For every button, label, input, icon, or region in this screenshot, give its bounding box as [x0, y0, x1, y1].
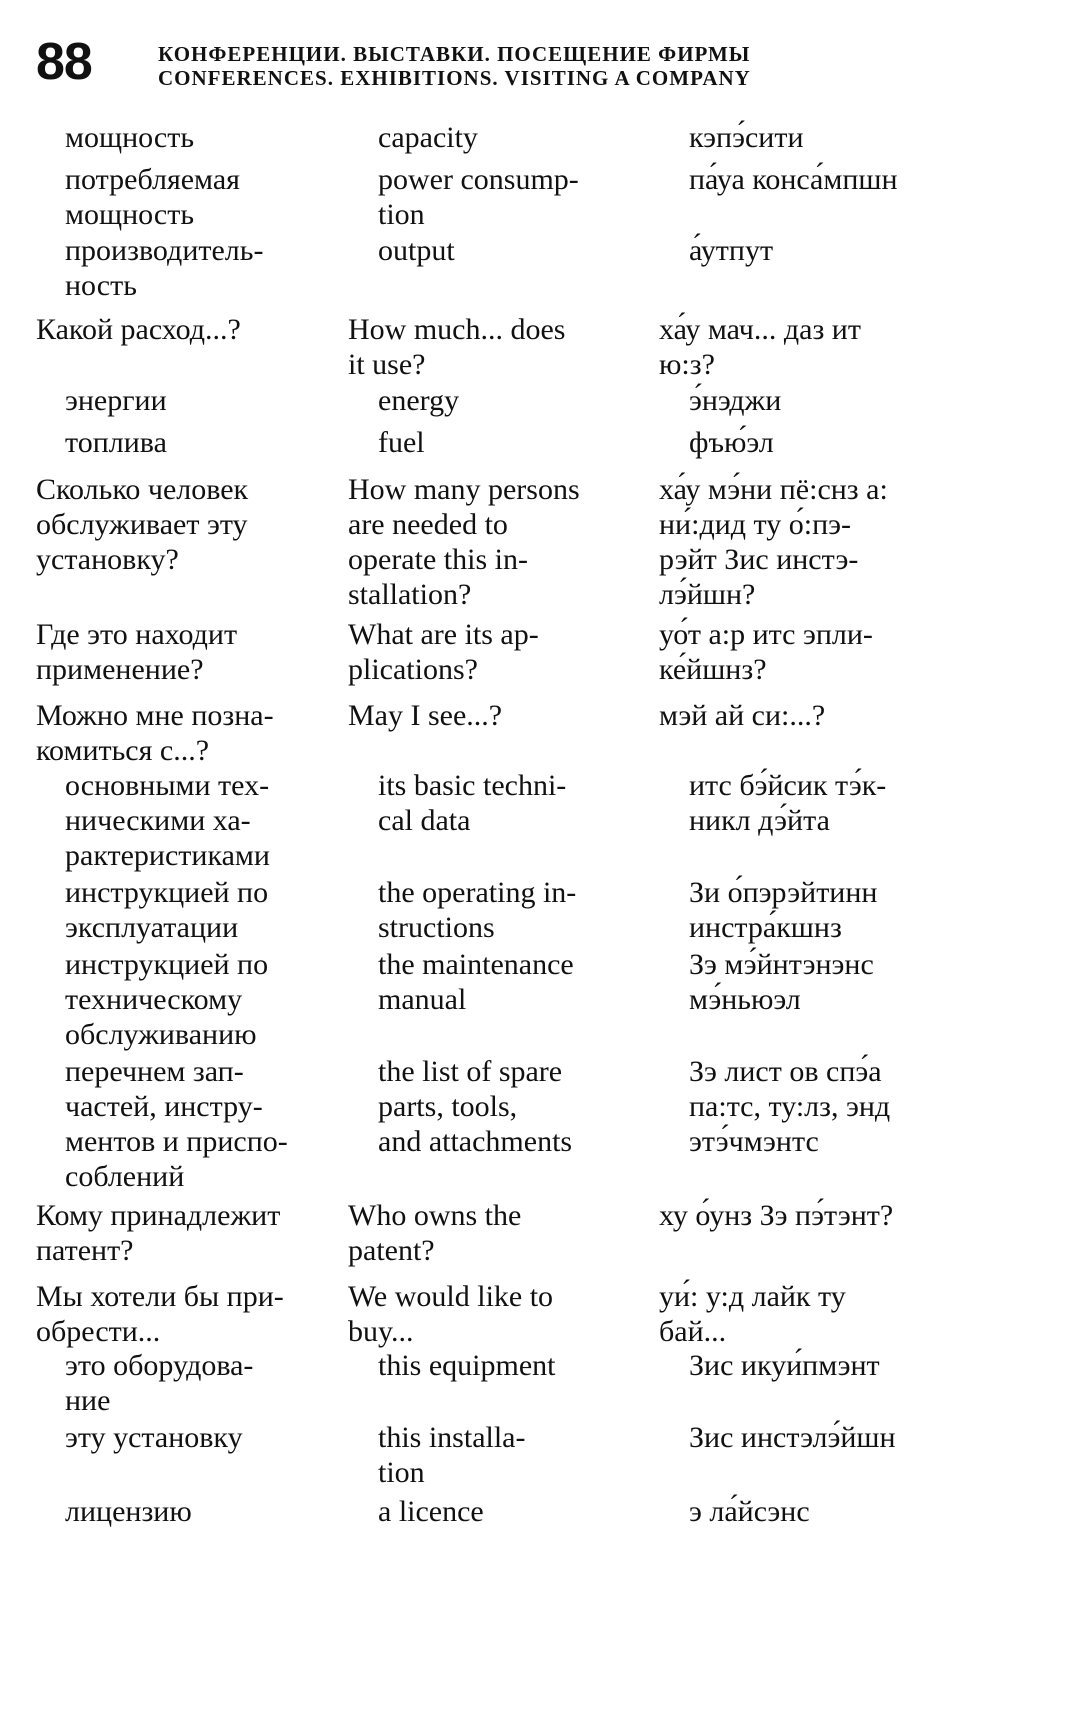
transcription: итс бэ́йсик тэ́к- никл дэ́йта	[689, 769, 887, 837]
english-phrase: We would like to buy...	[348, 1280, 554, 1348]
english-phrase: this installa- tion	[378, 1421, 526, 1489]
russian-phrase: мощность	[65, 121, 194, 154]
english-phrase: a licence	[378, 1495, 484, 1528]
russian-phrase: лицензию	[65, 1495, 192, 1528]
russian-phrase: энергии	[65, 384, 167, 417]
transcription: Зи о́пэрэйтинн инстра́кшнз	[689, 876, 878, 944]
russian-phrase: это оборудова- ние	[65, 1349, 254, 1417]
english-phrase: this equipment	[378, 1349, 556, 1382]
english-phrase: its basic techni- cal data	[378, 769, 567, 837]
phrase-entry	[36, 1198, 1046, 1268]
transcription: па́уа конса́мпшн	[689, 163, 898, 196]
english-phrase: How many persons are needed to operate this in- stallation?	[348, 473, 580, 611]
transcription: Зэ лист ов спэ́а па:тс, ту:лз, энд этэ́чмэнтс	[689, 1055, 891, 1158]
english-phrase: May I see...?	[348, 699, 503, 732]
transcription: ха́у мэ́ни пё:снз а: ни́:дид ту о́:пэ- рэйт Зис инстэ- лэ́йшн?	[659, 473, 888, 611]
english-phrase: the list of spare parts, tools, and attachments	[378, 1055, 573, 1158]
russian-phrase: Можно мне позна- комиться с...?	[36, 699, 274, 767]
phrase-entry	[36, 1054, 1046, 1194]
transcription: уо́т а:р итс эпли- ке́йшнз?	[659, 618, 873, 686]
transcription: кэпэ́сити	[689, 121, 804, 154]
phrase-entry	[36, 875, 1046, 945]
russian-phrase: инструкцией по техническому обслуживанию	[65, 948, 269, 1051]
phrase-entry	[36, 120, 1046, 155]
russian-phrase: Какой расход...?	[36, 313, 241, 346]
running-head-ru: КОНФЕРЕНЦИИ. ВЫСТАВКИ. ПОСЕЩЕНИЕ ФИРМЫ	[158, 42, 751, 66]
phrase-entry	[36, 1494, 1046, 1529]
phrase-entry	[36, 1279, 1046, 1349]
transcription: э ла́йсэнс	[689, 1495, 810, 1528]
russian-phrase: основными тех- ническими ха- рактеристиками	[65, 769, 270, 872]
english-phrase: energy	[378, 384, 460, 417]
phrase-entry	[36, 233, 1046, 303]
transcription: ха́у мач... даз ит ю:з?	[659, 313, 861, 381]
phrase-entry	[36, 162, 1046, 232]
phrase-entry	[36, 617, 1046, 687]
english-phrase: the maintenance manual	[378, 948, 574, 1016]
english-phrase: output	[378, 234, 455, 267]
russian-phrase: потребляемая мощность	[65, 163, 240, 231]
phrase-entry	[36, 425, 1046, 460]
running-head	[158, 42, 751, 90]
transcription: уи́: у:д лайк ту бай...	[659, 1280, 846, 1348]
russian-phrase: Где это находит применение?	[36, 618, 238, 686]
phrase-entry	[36, 312, 1046, 382]
phrase-entry	[36, 947, 1046, 1052]
phrase-entry	[36, 1420, 1046, 1490]
english-phrase: How much... does it use?	[348, 313, 566, 381]
phrase-entry	[36, 472, 1046, 612]
transcription: Зэ мэ́йнтэнэнс мэ́ньюэл	[689, 948, 874, 1016]
page-number: 88	[36, 33, 92, 91]
russian-phrase: производитель- ность	[65, 234, 264, 302]
running-head-en: CONFERENCES. EXHIBITIONS. VISITING A COMPANY	[158, 66, 751, 90]
english-phrase: Who owns the patent?	[348, 1199, 522, 1267]
phrase-entry	[36, 768, 1046, 873]
english-phrase: capacity	[378, 121, 478, 154]
russian-phrase: Кому принадлежит патент?	[36, 1199, 281, 1267]
transcription: Зис инстэлэ́йшн	[689, 1421, 896, 1454]
english-phrase: the operating in- structions	[378, 876, 577, 944]
russian-phrase: инструкцией по эксплуатации	[65, 876, 269, 944]
phrase-entry	[36, 698, 1046, 768]
russian-phrase: эту установку	[65, 1421, 243, 1454]
english-phrase: fuel	[378, 426, 425, 459]
phrase-entry	[36, 383, 1046, 418]
transcription: э́нэджи	[689, 384, 782, 417]
russian-phrase: топлива	[65, 426, 167, 459]
transcription: а́утпут	[689, 234, 774, 267]
english-phrase: What are its ap- plications?	[348, 618, 539, 686]
russian-phrase: Мы хотели бы при- обрести...	[36, 1280, 284, 1348]
transcription: мэй ай си:...?	[659, 699, 826, 732]
phrase-entry	[36, 1348, 1046, 1418]
transcription: ху о́унз Зэ пэ́тэнт?	[659, 1199, 894, 1232]
russian-phrase: Сколько человек обслуживает эту установку?	[36, 473, 249, 576]
transcription: фъю́эл	[689, 426, 774, 459]
page-header	[36, 32, 1046, 102]
transcription: Зис икуи́пмэнт	[689, 1349, 880, 1382]
english-phrase: power consump- tion	[378, 163, 579, 231]
russian-phrase: перечнем зап- частей, инстру- ментов и приспо- соблений	[65, 1055, 288, 1193]
